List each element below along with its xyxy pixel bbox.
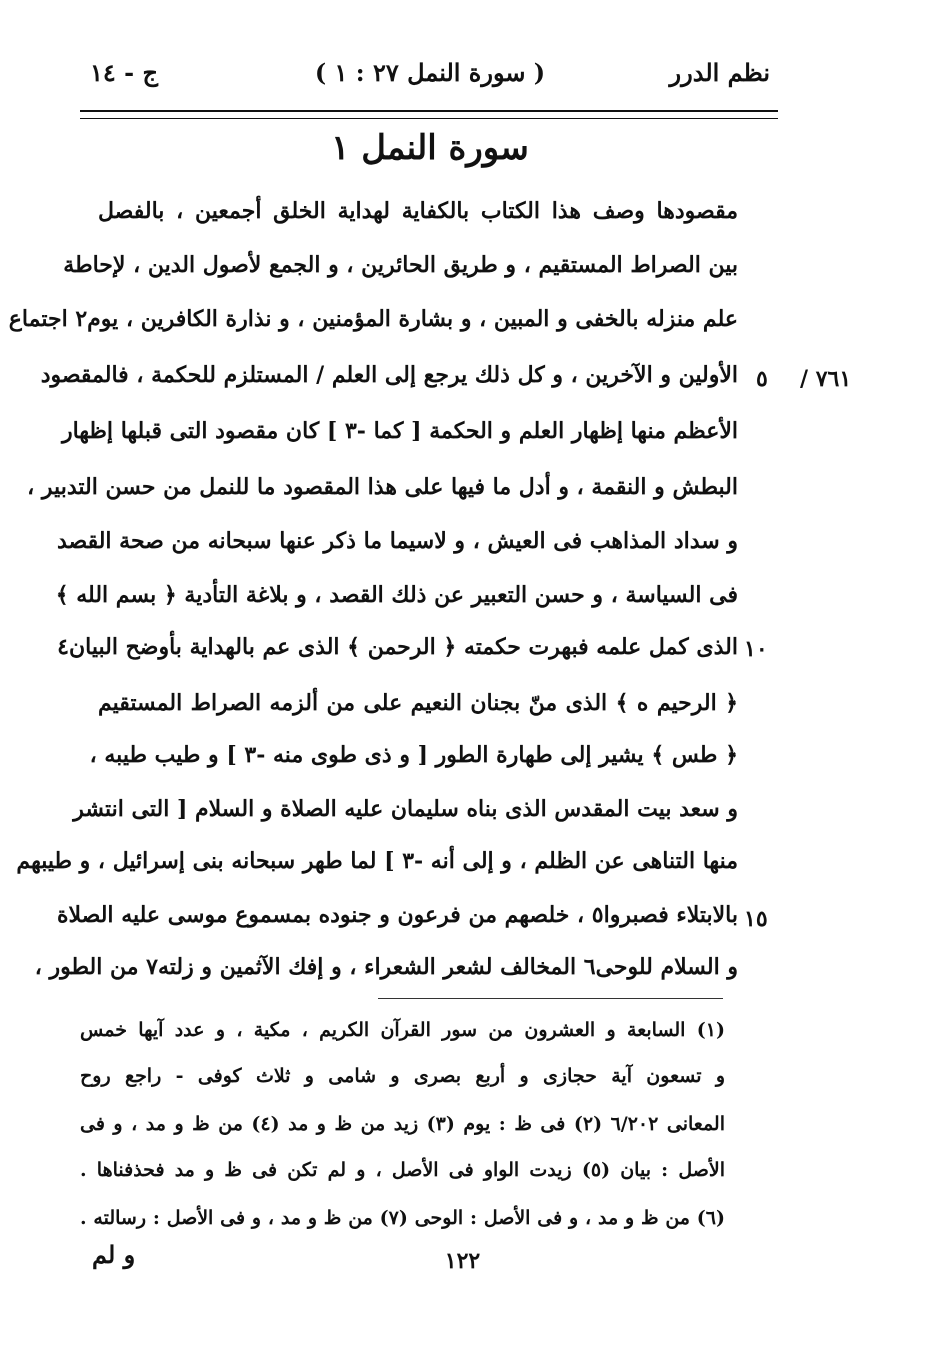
text-line: الذى كمل علمه فبهرت حكمته ﴿ الرحمن ﴾ الذى عم بالهداية بأوضح البيان٤ <box>57 634 738 660</box>
text-line: منها التناهى عن الظلم ، و إلى أنه -٣ ] لما طهر سبحانه بنى إسرائيل ، و طيبهم <box>16 848 738 874</box>
text-line: الأعظم منها إظهار العلم و الحكمة [ كما -٣ ] كان مقصود التى قبلها إظهار <box>61 418 738 444</box>
text-line: البطش و النقمة ، و أدل ما فيها على هذا المقصود ما للنمل من حسن التدبير ، <box>27 474 738 500</box>
page-number: ١٢٢ <box>444 1248 481 1274</box>
footnote-line: الأصل : بيان (٥) زيدت الواو فى الأصل ، و لم تكن فى ظ و مد فحذفناها . <box>80 1159 725 1181</box>
surah-title: سورة النمل ١ <box>331 128 529 168</box>
footnote-line: المعانى ٦/٢٠٢ (٢) فى ظ : يوم (٣) زيد من ظ و مد (٤) من ظ و مد ، و فى <box>80 1113 725 1135</box>
text-line: و سعد بيت المقدس الذى بناه سليمان عليه الصلاة و السلام [ التى انتشر <box>73 796 738 822</box>
text-line: بين الصراط المستقيم ، و طريق الحائرين ، و الجمع لأصول الدين ، لإحاطة <box>63 252 738 278</box>
header-rule-thin <box>80 118 778 119</box>
footnote-line: و تسعون آية حجازى و أربع بصرى و شامى و ثلاث كوفى - راجع روح <box>80 1065 725 1087</box>
text-line: الأولين و الآخرين ، و كل ذلك يرجع إلى العلم / المستلزم للحكمة ، فالمقصود <box>40 362 738 388</box>
footnote-rule <box>378 998 723 999</box>
book-title: نظم الدرر <box>669 58 770 87</box>
text-line: و سداد المذاهب فى العيش ، و لاسيما ما ذكر عنها سبحانه من صحة القصد <box>56 528 738 554</box>
text-line: بالابتلاء فصبروا٥ ، خلصهم من فرعون و جنوده بمسموع موسى عليه الصلاة <box>56 902 738 928</box>
text-line: علم منزله بالخفى و المبين ، و بشارة المؤمنين ، و نذارة الكافرين ، يوم٢ اجتماع <box>8 306 738 332</box>
text-line: ﴿ الرحيم ه ﴾ الذى منّ بجنان النعيم على من ألزمه الصراط المستقيم <box>98 690 738 716</box>
footnote-line: (٦) من ظ و مد ، و فى الأصل : الوحى (٧) من ظ و مد ، و فى الأصل : رسالته . <box>80 1207 726 1229</box>
header-rule-thick <box>80 110 778 112</box>
text-line: فى السياسة ، و حسن التعبير عن ذلك القصد ، و بلاغة التأدية ﴿ بسم الله ﴾ <box>55 582 738 608</box>
line-number-15: ١٥ <box>744 906 768 932</box>
line-number-10: ١٠ <box>744 636 768 662</box>
surah-reference: ( سورة النمل ٢٧ : ١ ) <box>314 58 546 87</box>
text-line: ﴿ طس ﴾ يشير إلى طهارة الطور [ و ذى طوى منه -٣ ] و طيب طيبه ، <box>89 742 738 768</box>
manuscript-reference: ٧٦١ / <box>800 366 852 392</box>
catchword: و لم <box>92 1240 136 1269</box>
volume-number: ج - ١٤ <box>90 58 158 87</box>
footnote-line: (١) السابعة و العشرون من سور القرآن الكريم ، مكية ، و عدد آيها خمس <box>80 1019 725 1041</box>
text-line: مقصودها وصف هذا الكتاب بالكفاية لهداية الخلق أجمعين ، بالفصل <box>98 198 738 224</box>
line-number-5: ٥ <box>756 366 768 392</box>
text-line: و السلام للوحى٦ المخالف لشعر الشعراء ، و إفك الآثمين و زلته٧ من الطور ، <box>34 954 738 980</box>
running-header <box>80 52 780 102</box>
